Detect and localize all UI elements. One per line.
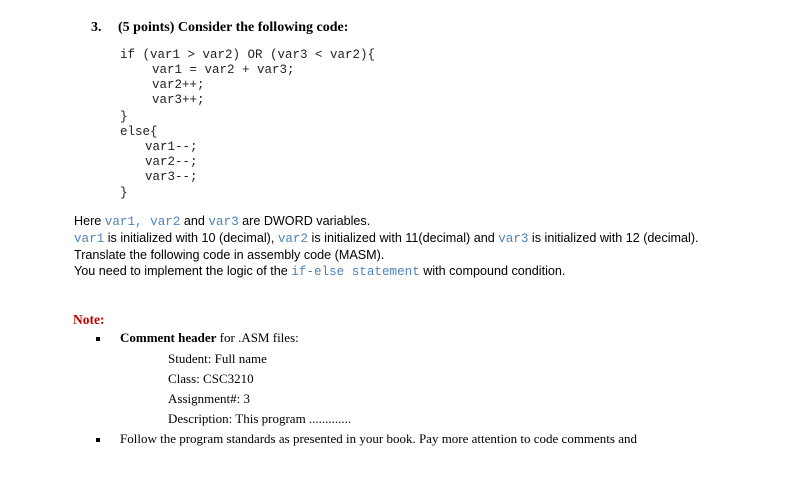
text: is initialized with 11(decimal) and: [308, 231, 499, 245]
question-number: 3.: [91, 20, 102, 35]
code-line: if (var1 > var2) OR (var3 < var2){: [120, 48, 376, 62]
note-label: Note:: [73, 312, 105, 327]
inline-code: var1, var2: [104, 215, 181, 229]
text: Here: [74, 214, 105, 228]
inline-code: var2: [277, 232, 309, 246]
inline-code: var3: [498, 232, 529, 246]
text: is initialized with 10 (decimal),: [104, 231, 278, 245]
text: and: [180, 214, 209, 228]
code-line: else{: [120, 125, 158, 139]
paragraph-line-1: [74, 214, 370, 229]
note-item-1: [120, 330, 299, 346]
header-field: Assignment#: 3: [168, 391, 250, 406]
header-field: Student: Full name: [168, 351, 267, 366]
note-item-2: Follow the program standards as presented in your book. Pay more attention to code comments and: [120, 431, 637, 446]
inline-code: if-else statement: [291, 265, 420, 279]
header-field: Description: This program .............: [168, 411, 352, 426]
text: You need to implement the logic of the: [74, 264, 292, 278]
code-line: var2++;: [152, 78, 205, 92]
code-line: var2--;: [145, 155, 198, 169]
bullet-icon: [96, 438, 100, 442]
inline-code: var3: [208, 215, 239, 229]
code-line: var1 = var2 + var3;: [152, 63, 295, 77]
code-line: }: [120, 110, 128, 124]
note-item-1-bold: Comment header: [120, 330, 217, 345]
bullet-icon: [96, 337, 100, 341]
text: is initialized with 12 (decimal).: [528, 231, 699, 245]
code-line: var1--;: [145, 140, 198, 154]
code-line: }: [120, 186, 128, 200]
code-line: var3--;: [145, 170, 198, 184]
text: with compound condition.: [419, 264, 566, 278]
inline-code: var1: [74, 232, 105, 246]
paragraph-line-2: [74, 231, 699, 246]
text: are DWORD variables.: [238, 214, 371, 228]
note-item-1-rest: for .ASM files:: [216, 330, 299, 345]
code-line: var3++;: [152, 93, 205, 107]
paragraph-line-3: Translate the following code in assembly code (MASM).: [74, 248, 385, 262]
question-title: (5 points) Consider the following code:: [118, 20, 349, 35]
paragraph-line-4: [74, 264, 565, 279]
header-field: Class: CSC3210: [168, 371, 254, 386]
